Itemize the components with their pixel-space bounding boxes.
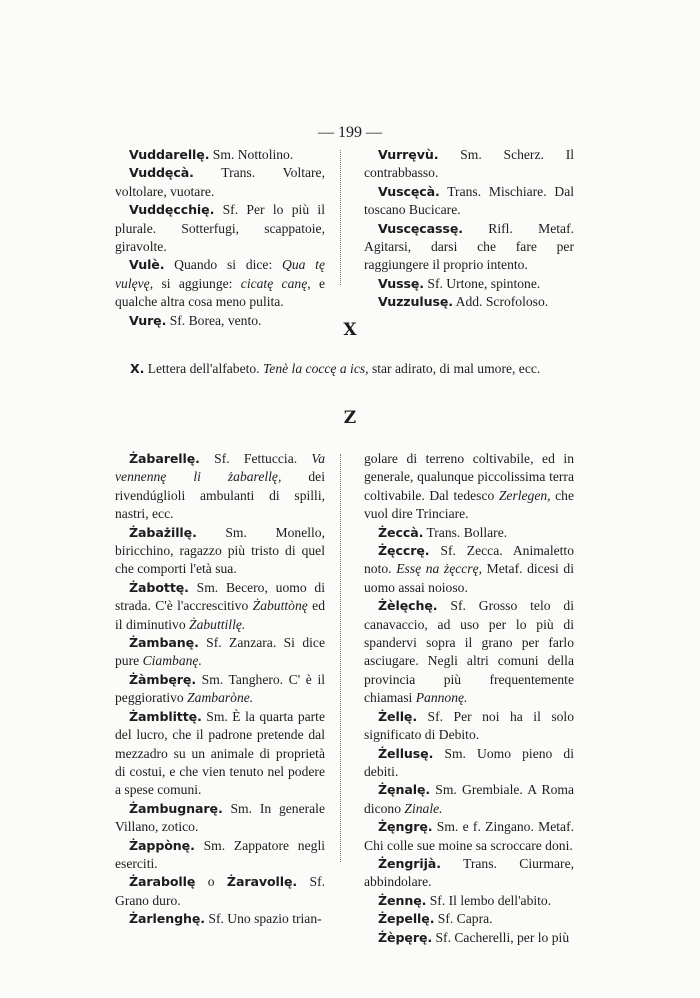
entry-text: Sm. Tanghero. C' è il peggiorativo — [115, 671, 325, 706]
entry-text: Sf. Grano duro. — [115, 874, 325, 908]
entry-text: Sf. Borea, vento. — [166, 312, 262, 328]
entry-text: Sf. Per lo più il plurale. Sotterfugi, scappatoie, giravolte. — [115, 202, 325, 255]
entry-italic: Żabuttillę. — [189, 616, 246, 632]
entry-text: star adirato, di mal umore, ecc. — [368, 361, 541, 376]
entry-italic: Va vennennę li żabarellę, — [115, 451, 325, 485]
entry-head: Żarabollę — [129, 874, 196, 890]
entry-text: e qualche altra cosa meno pulita. — [115, 275, 325, 310]
entry-text: Sm. Monello, biricchino, ragazzo più tristo di quel che comporti l'età sua. — [115, 524, 325, 577]
entry-text: Sm. Grembiale. A Roma dicono — [364, 782, 574, 816]
entry-text: o — [195, 874, 227, 890]
dictionary-entry — [115, 450, 325, 524]
dictionary-entry — [115, 873, 325, 910]
entry-text: Trans. Mischiare. Dal toscano Bucicare. — [364, 183, 574, 218]
entry-text: Trans. Ciurmare, abbindolare. — [364, 855, 574, 890]
entry-head: Vulè. — [129, 257, 165, 273]
entry-text: Sm. È la quarta parte del lucro, che il padrone pretende dal mezzadro su un animale di proprietà di costui, e che vien tenuto nel podere a spese comuni. — [115, 708, 325, 798]
dictionary-entry — [115, 579, 325, 634]
dictionary-entry — [115, 800, 325, 837]
entry-italic: cicatę canę, — [240, 275, 311, 291]
entry-head: Vuddęcà. — [129, 165, 194, 181]
entry-head: Żambanę. — [129, 635, 199, 651]
entry-text: Sf. Per noi ha il solo significato di Debito. — [364, 708, 574, 743]
entry-text: ed il diminutivo — [115, 598, 325, 632]
entry-text: Rifl. Metaf. Agitarsi, darsi che fare per raggiungere il proprio intento. — [364, 220, 574, 273]
entry-text: golare di terreno coltivabile, ed in generale, qualunque piccolissima terra coltivabile. Dal tedesco — [364, 451, 574, 503]
dictionary-entry — [364, 220, 574, 275]
column-divider — [340, 150, 347, 285]
entry-head: Żappònę. — [129, 837, 195, 853]
entry-head: Vurę. — [129, 312, 167, 328]
entry-italic: Zerlegen, — [498, 487, 551, 503]
entry-head: X. — [130, 361, 145, 376]
entry-head: Żaravollę. — [226, 874, 298, 890]
dictionary-entry — [364, 929, 574, 947]
dictionary-entry — [364, 183, 574, 220]
entry-head: Vussę. — [378, 275, 424, 291]
entry-text: Sm. Scherz. Il contrabbasso. — [364, 147, 574, 181]
dictionary-entry — [364, 855, 574, 892]
entry-text: che vuol dire Trinciare. — [364, 487, 575, 522]
entry-text: Sf. Cacherelli, per lo più — [432, 929, 570, 945]
entry-head: Żellę. — [378, 708, 418, 724]
entry-text: Add. Scrofoloso. — [453, 294, 549, 310]
entry-text: Sf. Capra. — [434, 911, 493, 927]
entry-text: Sf. Uno spazio trian- — [204, 911, 322, 927]
entry-head: Żarlenghę. — [129, 911, 205, 927]
dictionary-entry — [115, 256, 325, 311]
dictionary-entry — [115, 837, 325, 874]
section-heading-z: Z — [343, 408, 357, 428]
entry-text: Lettera dell'alfabeto. — [144, 361, 263, 376]
entry-head: Żengrijà. — [378, 855, 441, 871]
entry-head: Żabażillę. — [129, 524, 197, 540]
dictionary-entry — [364, 597, 574, 707]
entry-x — [130, 360, 585, 378]
dictionary-entry — [364, 524, 574, 542]
entry-text: dei rivendúglioli ambulanti di spilli, nastri, ecc. — [115, 469, 325, 522]
entry-text: Sm. Becero, uomo di strada. C'è l'accrescitivo — [115, 579, 325, 614]
entry-head: Vuzzulusę. — [378, 294, 453, 310]
entry-head: Vuddarellę. — [129, 147, 210, 162]
entry-head: Żèpęrę. — [378, 929, 433, 945]
entry-text: Sm. In generale Villano, zotico. — [115, 800, 325, 835]
entry-head: Żabottę. — [129, 579, 189, 595]
entry-italic: Pannonę. — [415, 690, 468, 706]
entry-text: Trans. Voltare, voltolare, vuotare. — [115, 165, 325, 199]
entry-head: Vuddęcchię. — [129, 202, 215, 218]
entry-head: Żabarellę. — [129, 451, 200, 466]
entry-text: Metaf. dicesi di uomo assai noioso. — [364, 561, 574, 595]
dictionary-entry — [115, 910, 325, 928]
dictionary-entry — [364, 818, 574, 855]
entry-text: Sf. Grosso telo di canavaccio, ad uso per lo più di spandervi sopra il grano per farlo asciugare. Negli altri comuni della provincia più frequentemente chiamasi — [364, 598, 574, 706]
entry-text: Sf. Fettuccia. — [199, 451, 312, 466]
dictionary-entry — [115, 201, 325, 256]
entry-head: Żęnalę. — [378, 782, 431, 798]
entry-text: Sm. Uomo pieno di debiti. — [364, 745, 574, 779]
dictionary-entry — [115, 708, 325, 800]
entry-text: Sm. Zappatore negli eserciti. — [115, 837, 325, 871]
dictionary-entry — [115, 634, 325, 671]
entry-head: Żèlęchę. — [378, 598, 438, 614]
entry-text: Sm. e f. Zingano. Metaf. Chi colle sue moine sa scroccare doni. — [364, 819, 574, 853]
dictionary-entry — [364, 745, 574, 782]
column-divider — [340, 454, 347, 862]
dictionary-entry — [364, 293, 574, 311]
entry-text: Sf. Zecca. Animaletto noto. — [364, 543, 574, 577]
entry-italic: Tenè la coccę a ics, — [262, 361, 369, 376]
entry-head: Vuscęcà. — [378, 183, 440, 199]
entry-head: Żàmbęrę. — [129, 671, 197, 687]
dictionary-entry — [115, 671, 325, 708]
entry-text: Quando si dice: — [164, 257, 282, 273]
z-right-column — [364, 450, 574, 947]
dictionary-entry — [364, 708, 574, 745]
page-number: — 199 — — [318, 124, 382, 141]
top-right-column — [364, 146, 574, 312]
entry-text: Sf. Urtone, spintone. — [423, 275, 541, 291]
entry-head: Żepellę. — [378, 911, 435, 927]
dictionary-entry — [115, 164, 325, 201]
dictionary-entry — [364, 910, 574, 928]
z-left-column — [115, 450, 325, 929]
entry-italic: Essę na żęccrę, — [396, 561, 483, 577]
dictionary-entry — [364, 146, 574, 183]
entry-head: Żamblittę. — [129, 708, 202, 724]
entry-text: Sf. Il lembo dell'abito. — [426, 892, 552, 908]
dictionary-entry — [115, 524, 325, 579]
entry-head: Żambugnarę. — [129, 800, 223, 816]
entry-head: Żellusę. — [378, 745, 434, 761]
entry-head: Żęngrę. — [378, 819, 433, 835]
top-left-column — [115, 146, 325, 330]
entry-italic: Qua tę vulęvę, — [115, 257, 325, 291]
dictionary-entry — [364, 450, 574, 524]
entry-italic: Żabuttònę — [252, 598, 308, 614]
entry-text: Trans. Bollare. — [423, 524, 508, 540]
entry-text: Sf. Zanzara. Si dice pure — [115, 635, 325, 669]
entry-italic: Ciambanę. — [142, 653, 202, 669]
dictionary-entry — [115, 146, 325, 164]
dictionary-entry — [364, 542, 574, 597]
entry-head: Żeccà. — [378, 524, 424, 540]
dictionary-entry — [364, 781, 574, 818]
entry-head: Vurręvù. — [378, 147, 439, 162]
entry-head: Żęccrę. — [378, 543, 430, 559]
entry-head: Vuscęcassę. — [378, 220, 463, 236]
entry-italic: Zinale. — [404, 800, 443, 816]
entry-text: Sm. Nottolino. — [209, 147, 294, 162]
dictionary-entry — [364, 892, 574, 910]
entry-text: si aggiunge: — [153, 275, 241, 291]
entry-italic: Zambaròne. — [187, 690, 254, 706]
entry-head: Żennę. — [378, 892, 427, 908]
dictionary-entry — [364, 275, 574, 293]
section-heading-x: X — [343, 320, 357, 340]
